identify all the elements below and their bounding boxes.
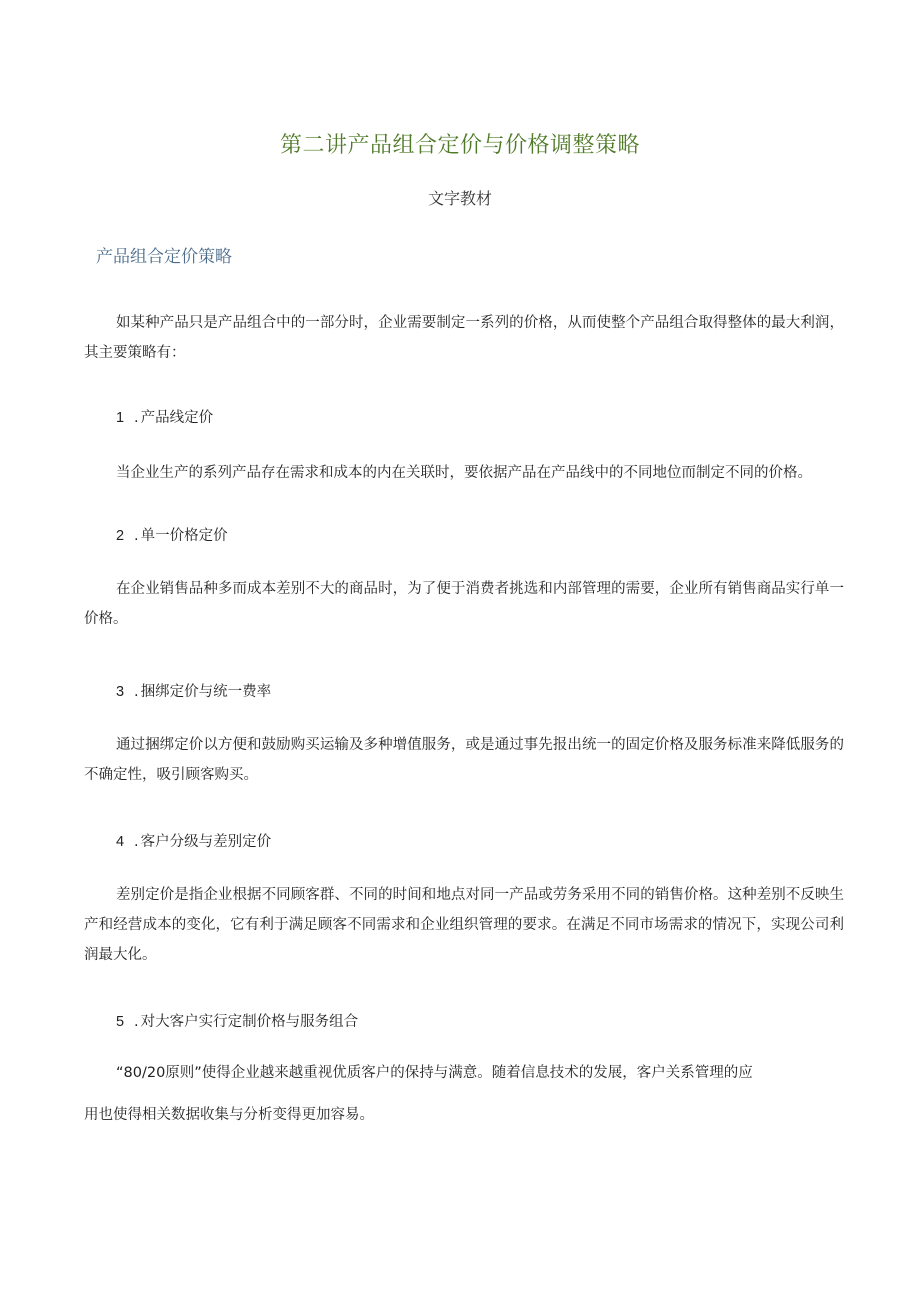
item-label: 单一价格定价 (140, 528, 228, 544)
item-label: 客户分级与差别定价 (140, 834, 272, 850)
item-label: 对大客户实行定制价格与服务组合 (140, 1014, 359, 1030)
item-number: 3 (116, 684, 125, 700)
item-label: 捆绑定价与统一费率 (140, 684, 272, 700)
intro-paragraph: 如某种产品只是产品组合中的一部分时，企业需要制定一系列的价格，从而使整个产品组合取得整体的最大利润，其主要策略有： (84, 315, 844, 361)
item-number: 1 (116, 410, 125, 426)
item-number: 5 (116, 1014, 125, 1030)
list-item-paragraph-5-line-1: “80/20原则”使得企业越来越重视优质客户的保持与满意。随着信息技术的发展，客户关系管理的应 (116, 1065, 753, 1081)
item-number: 2 (116, 528, 125, 544)
list-item-heading-2: 2 . 单一价格定价 (116, 528, 228, 544)
list-item-paragraph-2: 在企业销售品种多而成本差别不大的商品时，为了便于消费者挑选和内部管理的需要，企业所有销售商品实行单一价格。 (84, 581, 844, 627)
page-title: 第二讲产品组合定价与价格调整策略 (279, 133, 640, 158)
list-item-paragraph-5-line-2: 用也使得相关数据收集与分析变得更加容易。 (84, 1107, 374, 1123)
list-item-paragraph-3: 通过捆绑定价以方便和鼓励购买运输及多种增值服务，或是通过事先报出统一的固定价格及服务标准来降低服务的不确定性，吸引顾客购买。 (84, 737, 844, 783)
page-subtitle: 文字教材 (427, 189, 492, 208)
list-item-paragraph-1: 当企业生产的系列产品存在需求和成本的内在关联时，要依据产品在产品线中的不同地位而制定不同的价格。 (116, 465, 812, 481)
list-item-heading-4: 4 . 客户分级与差别定价 (116, 834, 272, 850)
item-number: 4 (116, 834, 125, 850)
list-item-paragraph-4: 差别定价是指企业根据不同顾客群、不同的时间和地点对同一产品或劳务采用不同的销售价格。这种差别不反映生产和经营成本的变化，它有利于满足顾客不同需求和企业组织管理的要求。在满足不同市场需求的情况下，实现公司利润最大化。 (84, 887, 844, 963)
item-label: 产品线定价 (140, 410, 214, 426)
list-item-heading-3: 3 . 捆绑定价与统一费率 (116, 684, 272, 700)
list-item-heading-1: 1 . 产品线定价 (116, 410, 214, 426)
list-item-heading-5: 5 . 对大客户实行定制价格与服务组合 (116, 1014, 359, 1030)
section-heading: 产品组合定价策略 (96, 247, 232, 267)
